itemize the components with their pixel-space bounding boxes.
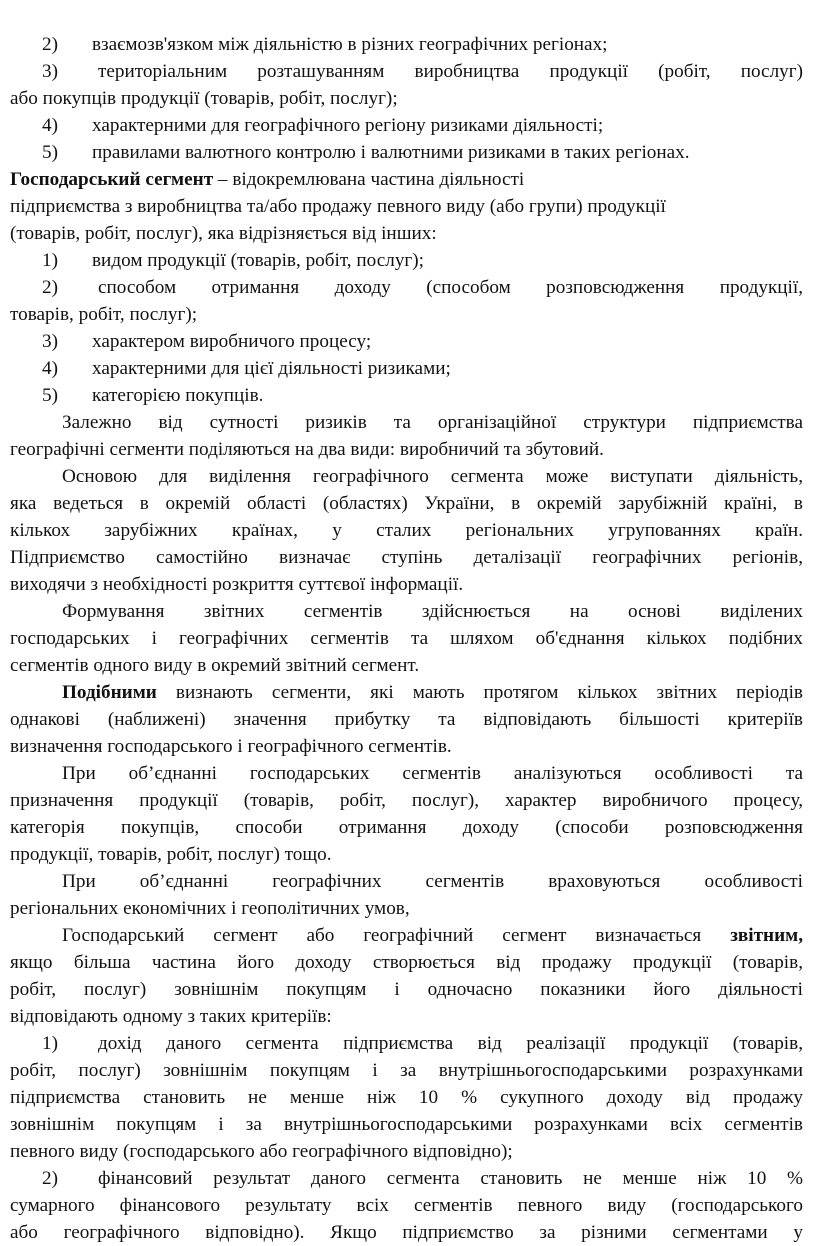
- list-number: 2): [42, 277, 58, 298]
- text-line: робіт, послуг) зовнішнім покупцям і за внутрішньогосподарськими розрахунками: [10, 1060, 803, 1081]
- text-line: якщо більша частина його доходу створюється від продажу продукції (товарів,: [10, 952, 803, 973]
- list-item: [10, 355, 803, 382]
- text-line: призначення продукції (товарів, робіт, послуг), характер виробничого процесу,: [10, 790, 803, 811]
- text-line: продукції, товарів, робіт, послуг) тощо.: [10, 844, 332, 865]
- list-text: характерними для географічного регіону ризиками діяльності;: [92, 115, 604, 136]
- list-text: територіальним розташуванням виробництва продукції (робіт, послуг): [98, 61, 803, 82]
- paragraph-line: [10, 922, 803, 949]
- text-line: виходячи з необхідності розкриття суттєвої інформації.: [10, 574, 464, 595]
- list-text: способом отримання доходу (способом розповсюдження продукції,: [98, 277, 803, 298]
- paragraph-line: Основою для виділення географічного сегмента може виступати діяльність,: [62, 466, 803, 487]
- text-line: визначення господарського і географічного сегментів.: [10, 736, 452, 757]
- list-number: 5): [42, 385, 58, 406]
- list-item: [10, 1030, 803, 1057]
- list-item: [10, 247, 803, 274]
- list-text: характерними для цієї діяльності ризиками;: [92, 358, 451, 379]
- text-line: яка ведеться в окремій області (областях) України, в окремій зарубіжній країні, в: [10, 493, 803, 514]
- text-line: однакові (наближені) значення прибутку та відповідають більшості критеріїв: [10, 709, 803, 730]
- list-item: [10, 112, 803, 139]
- paragraph-text: Господарський сегмент або географічний сегмент визначається: [62, 925, 731, 946]
- list-text: взаємозв'язком між діяльністю в різних географічних регіонах;: [92, 34, 608, 55]
- list-number: 1): [42, 250, 58, 271]
- list-number: 2): [42, 1168, 58, 1189]
- list-item: [10, 31, 803, 58]
- list-item: [10, 328, 803, 355]
- paragraph-line: При об’єднанні господарських сегментів аналізуються особливості та: [62, 763, 803, 784]
- list-text: фінансовий результат даного сегмента становить не менше ніж 10 %: [98, 1168, 803, 1189]
- text-line: Підприємство самостійно визначає ступінь деталізації географічних регіонів,: [10, 547, 803, 568]
- definition-line: [10, 166, 803, 193]
- list-item: [10, 1165, 803, 1192]
- text-line: (товарів, робіт, послуг), яка відрізняється від інших:: [10, 223, 437, 244]
- list-number: 5): [42, 142, 58, 163]
- list-number: 2): [42, 34, 58, 55]
- text-line: підприємства становить не менше ніж 10 % сукупного доходу від продажу: [10, 1087, 803, 1108]
- list-text: категорією покупців.: [92, 385, 264, 406]
- text-line: підприємства з виробництва та/або продажу певного виду (або групи) продукції: [10, 196, 666, 217]
- text-line: робіт, послуг) зовнішнім покупцям і одночасно показники його діяльності: [10, 979, 803, 1000]
- text-line: регіональних економічних і геополітичних умов,: [10, 898, 410, 919]
- text-line: сегментів одного виду в окремий звітний сегмент.: [10, 655, 420, 676]
- list-text: видом продукції (товарів, робіт, послуг);: [92, 250, 425, 271]
- term-bold: Господарський сегмент: [10, 169, 214, 190]
- paragraph-line: Залежно від сутності ризиків та організаційної структури підприємства: [62, 412, 803, 433]
- text-line: відповідають одному з таких критеріїв:: [10, 1006, 332, 1027]
- paragraph-line: Формування звітних сегментів здійснюється на основі виділених: [62, 601, 803, 622]
- list-number: 4): [42, 358, 58, 379]
- list-item: [10, 58, 803, 85]
- list-text: дохід даного сегмента підприємства від реалізації продукції (товарів,: [98, 1033, 803, 1054]
- text-line: кількох зарубіжних країнах, у сталих регіональних угрупованнях країн.: [10, 520, 803, 541]
- list-item: [10, 274, 803, 301]
- term-bold: звітним,: [730, 925, 803, 946]
- list-number: 3): [42, 331, 58, 352]
- text-line: або географічного відповідно). Якщо підприємство за різними сегментами у: [10, 1222, 803, 1243]
- text-line: певного виду (господарського або географічного відповідно);: [10, 1141, 513, 1162]
- list-number: 4): [42, 115, 58, 136]
- text-line: категорія покупців, способи отримання доходу (способи розповсюдження: [10, 817, 803, 838]
- paragraph-text: визнають сегменти, які мають протягом кількох звітних періодів: [156, 682, 803, 703]
- list-item: [10, 139, 803, 166]
- list-text: характером виробничого процесу;: [92, 331, 372, 352]
- list-number: 3): [42, 61, 58, 82]
- list-number: 1): [42, 1033, 58, 1054]
- paragraph-line: [10, 679, 803, 706]
- text-line: господарських і географічних сегментів та шляхом об'єднання кількох подібних: [10, 628, 803, 649]
- text-line: зовнішнім покупцям і за внутрішньогосподарськими розрахунками всіх сегментів: [10, 1114, 803, 1135]
- list-text: правилами валютного контролю і валютними ризиками в таких регіонах.: [92, 142, 690, 163]
- term-bold: Подібними: [62, 682, 157, 703]
- text-line: або покупців продукції (товарів, робіт, послуг);: [10, 88, 398, 109]
- definition-text: – відокремлювана частина діяльності: [213, 169, 525, 190]
- paragraph-line: При об’єднанні географічних сегментів враховуються особливості: [62, 871, 803, 892]
- text-line: товарів, робіт, послуг);: [10, 304, 198, 325]
- text-line: географічні сегменти поділяються на два види: виробничий та збутовий.: [10, 439, 604, 460]
- text-line: сумарного фінансового результату всіх сегментів певного виду (господарського: [10, 1195, 803, 1216]
- list-item: [10, 382, 803, 409]
